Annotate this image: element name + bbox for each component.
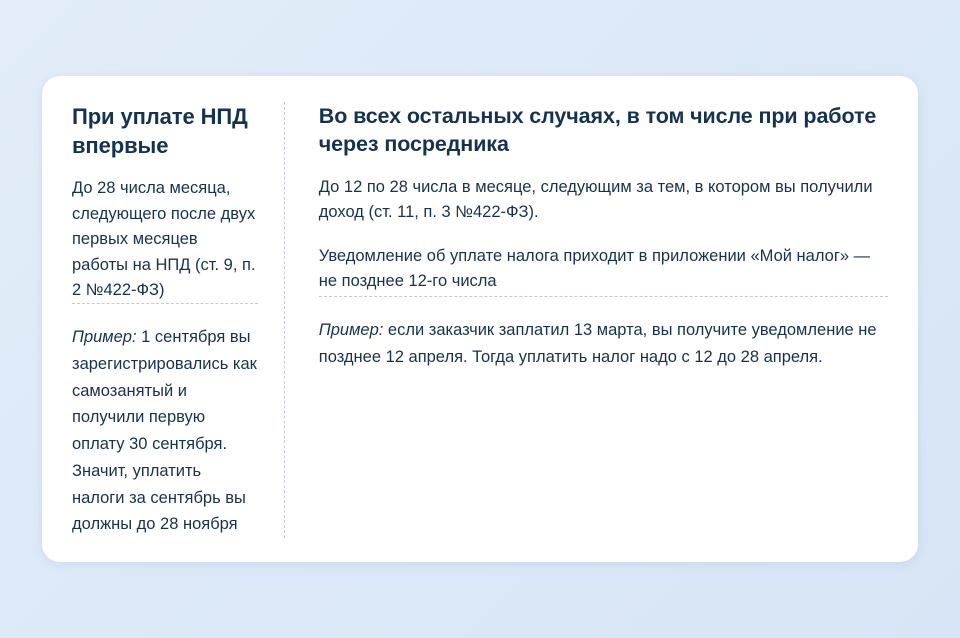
left-heading: При уплате НПД впервые [72,104,248,159]
right-example [319,317,888,370]
left-example [72,324,258,538]
right-top-block [319,102,888,296]
left-divider [72,303,258,304]
right-paragraph-2: Уведомление об уплате налога приходит в приложении «Мой налог» — не позднее 12-го числа [318,246,871,291]
column-other-cases [284,102,888,538]
right-heading: Во всех остальных случаях, в том числе при работе через посредника [318,104,877,157]
left-paragraph-1: До 28 числа месяца, следующего после двух первых месяцев работы на НПД (ст. 9, п. 2 №422-ФЗ) [72,179,256,300]
left-example-label: Пример: [72,328,137,347]
left-example-text: 1 сентября вы зарегистрировались как самозанятый и получили первую оплату 30 сентября. Значит, уплатить налоги за сентябрь вы должны до 28 ноября [72,328,257,534]
right-example-text: если заказчик заплатил 13 марта, вы получите уведомление не позднее 12 апреля. Тогда уплатить налог надо с 12 до 28 апреля. [318,321,877,366]
column-first-payment [72,102,284,538]
right-example-label: Пример: [318,321,384,339]
right-paragraph-1: До 12 по 28 числа в месяце, следующим за тем, в котором вы получили доход (ст. 11, п. 3 №422-ФЗ). [318,177,873,222]
right-divider [319,296,888,297]
left-top-block [72,102,258,299]
right-spacer [319,370,888,538]
info-card [42,76,918,562]
